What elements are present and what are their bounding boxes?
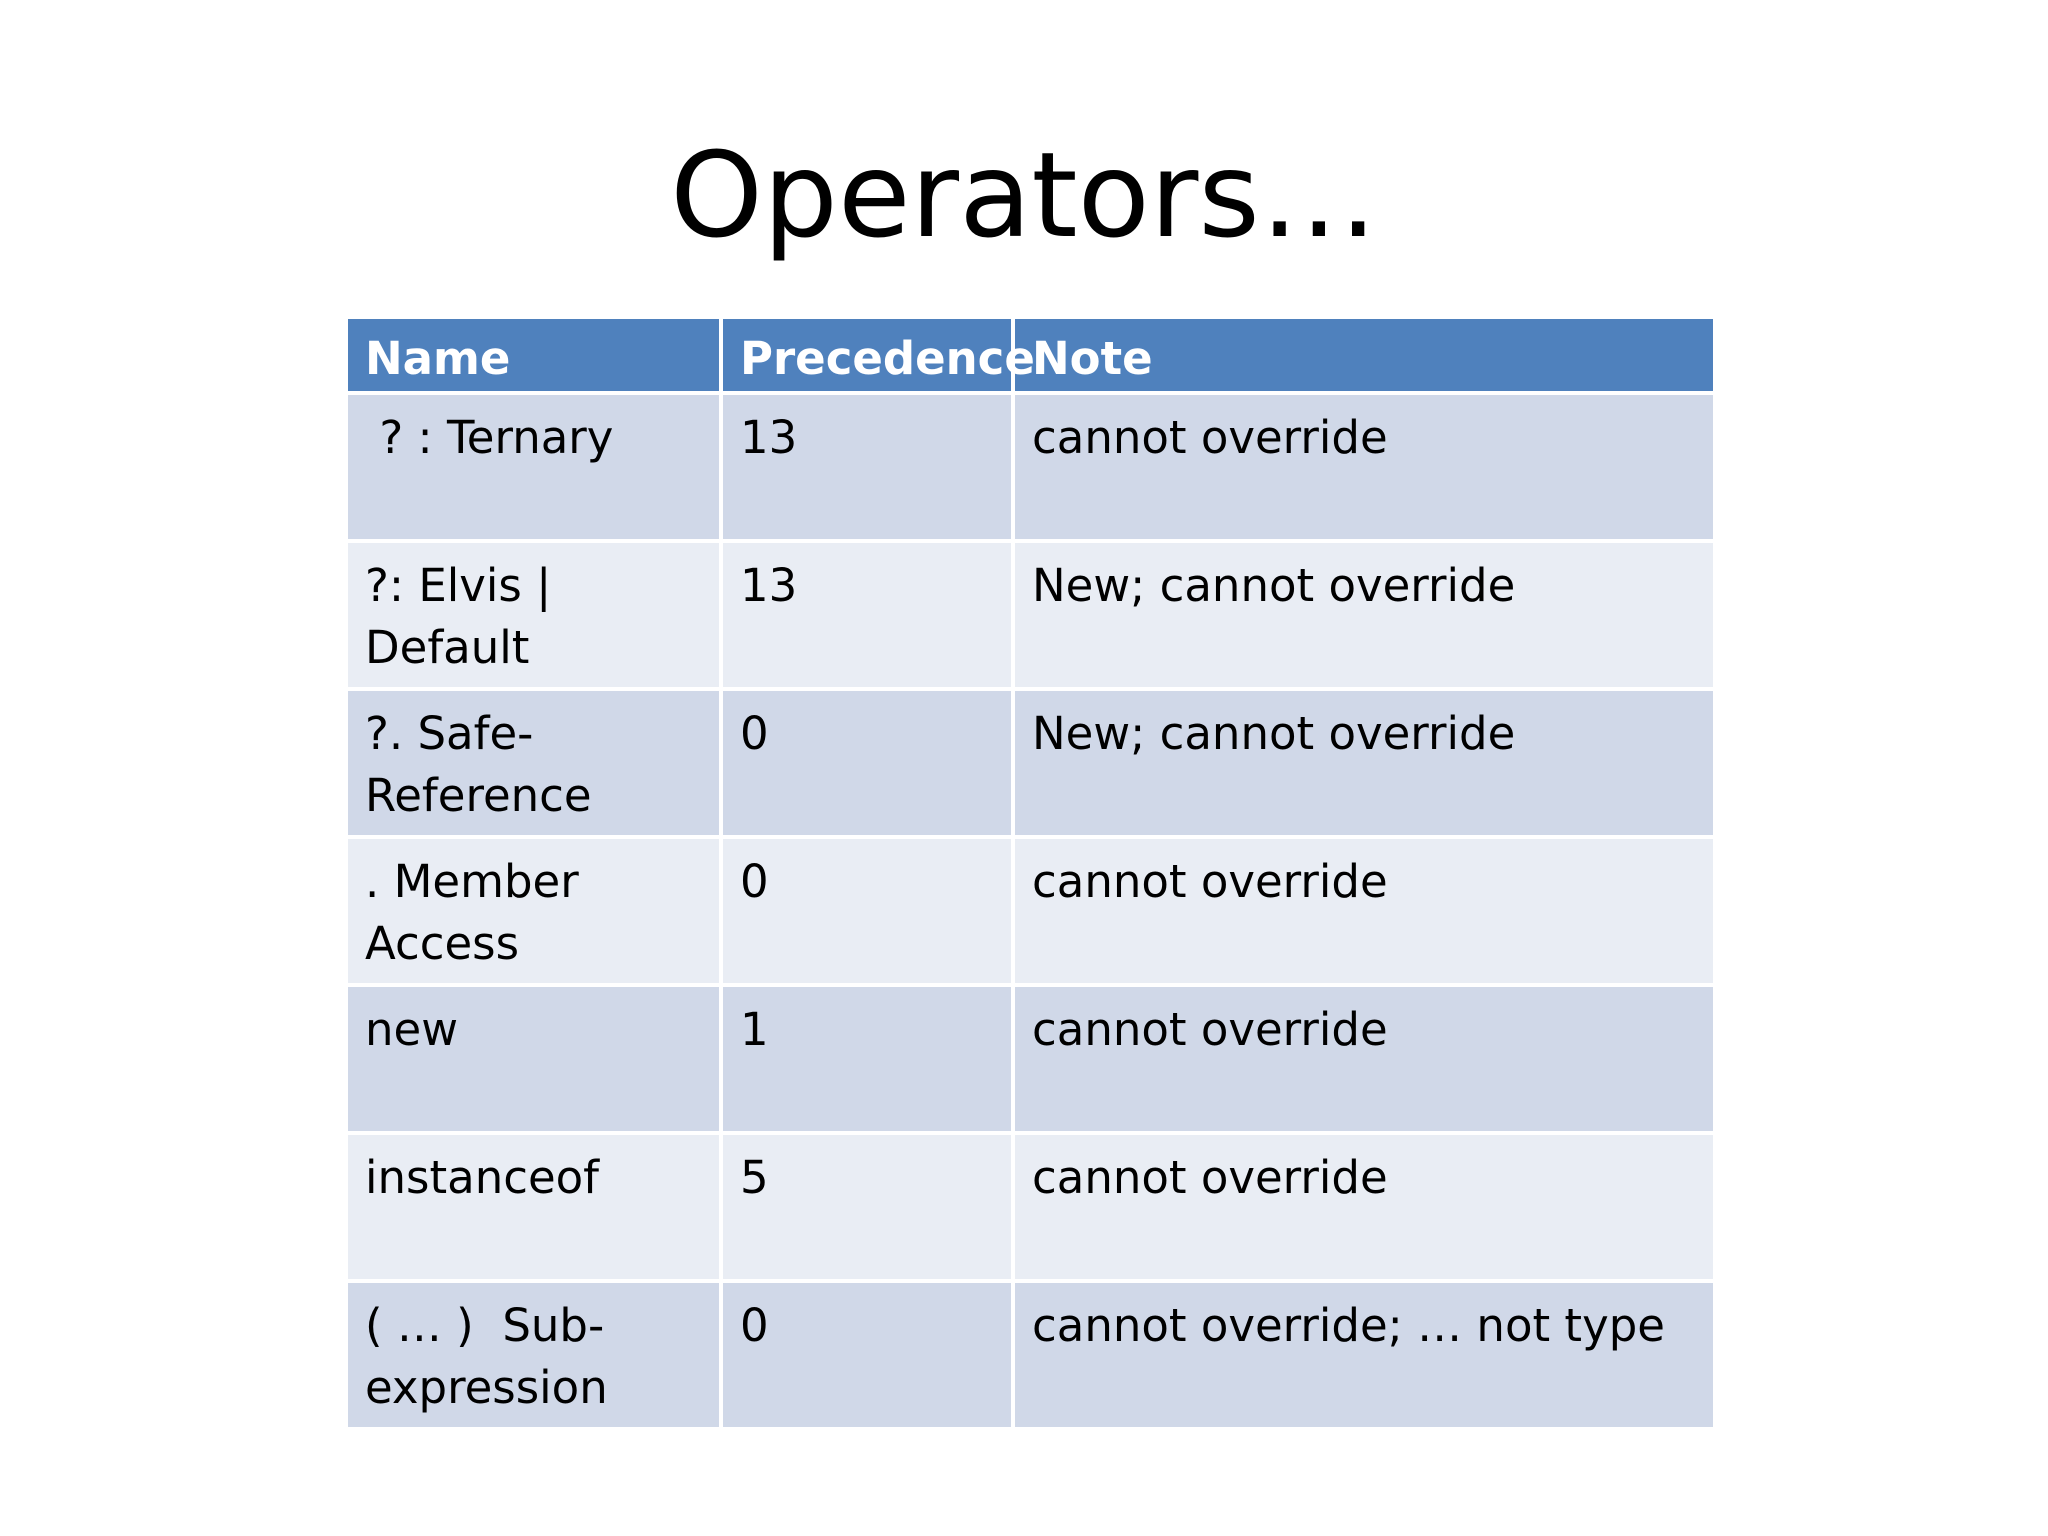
cell-precedence	[721, 1133, 1013, 1281]
table-row	[346, 541, 1715, 689]
cell-note	[1013, 393, 1715, 541]
table-row	[346, 393, 1715, 541]
cell-note	[1013, 541, 1715, 689]
cell-name	[346, 689, 721, 837]
cell-precedence	[721, 541, 1013, 689]
operator-precedence: 5	[740, 1151, 769, 1204]
table-row	[346, 985, 1715, 1133]
cell-note	[1013, 689, 1715, 837]
table-row	[346, 1133, 1715, 1281]
cell-note	[1013, 1281, 1715, 1429]
cell-name	[346, 393, 721, 541]
column-header-name: Name	[346, 317, 721, 393]
operator-precedence: 0	[740, 707, 769, 760]
table-row	[346, 1281, 1715, 1429]
table-row	[346, 689, 1715, 837]
operators-table	[344, 315, 1717, 1431]
column-header-note: Note	[1013, 317, 1715, 393]
slide-title: Operators…	[670, 126, 1378, 264]
column-header-precedence: Precedence	[721, 317, 1013, 393]
operator-precedence: 0	[740, 855, 769, 908]
cell-name	[346, 837, 721, 985]
operator-name: new	[365, 1003, 459, 1056]
operator-note: New; cannot override	[1032, 707, 1516, 760]
cell-note	[1013, 837, 1715, 985]
cell-note	[1013, 985, 1715, 1133]
operator-name: . Member Access	[365, 855, 594, 970]
cell-name	[346, 1281, 721, 1429]
cell-precedence	[721, 393, 1013, 541]
cell-precedence	[721, 985, 1013, 1133]
operator-precedence: 13	[740, 559, 798, 612]
cell-precedence	[721, 1281, 1013, 1429]
operator-name: ( … ) Sub-expression	[365, 1299, 608, 1414]
cell-name	[346, 985, 721, 1133]
operator-name: ? : Ternary	[365, 411, 614, 464]
operator-name: ?: Elvis | Default	[365, 559, 566, 674]
operator-precedence: 13	[740, 411, 798, 464]
operator-note: cannot override	[1032, 411, 1388, 464]
cell-note	[1013, 1133, 1715, 1281]
cell-precedence	[721, 689, 1013, 837]
operator-note: New; cannot override	[1032, 559, 1516, 612]
table-row	[346, 837, 1715, 985]
operator-precedence: 1	[740, 1003, 769, 1056]
operator-name: ?. Safe-Reference	[365, 707, 592, 822]
operator-precedence: 0	[740, 1299, 769, 1352]
cell-name	[346, 541, 721, 689]
operator-note: cannot override	[1032, 1003, 1388, 1056]
operator-note: cannot override; … not type	[1032, 1299, 1665, 1352]
cell-precedence	[721, 837, 1013, 985]
operator-note: cannot override	[1032, 1151, 1388, 1204]
operator-note: cannot override	[1032, 855, 1388, 908]
cell-name	[346, 1133, 721, 1281]
operator-name: instanceof	[365, 1151, 600, 1204]
table-header-row	[346, 317, 1715, 393]
